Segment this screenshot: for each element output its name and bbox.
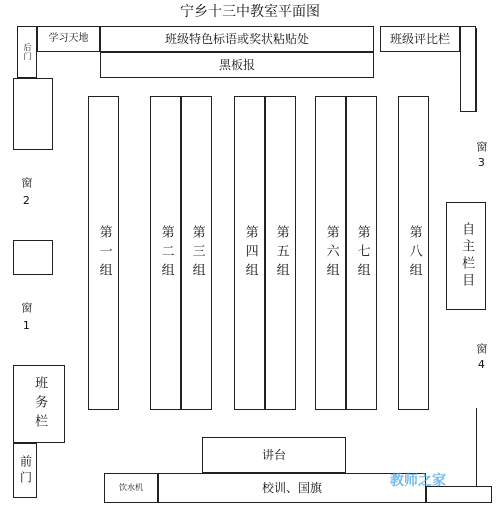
window-2 [13, 150, 39, 240]
group-6-label: 第六组 [323, 224, 339, 282]
class-rating-label: 班级评比栏 [389, 31, 450, 46]
self-management-label: 自主栏目 [459, 222, 475, 290]
window-2-frame [13, 78, 53, 150]
blackboard-news [100, 52, 374, 78]
group-8-label: 第八组 [406, 224, 422, 282]
watermark-text: 教师之家 [390, 473, 446, 489]
window-4-label: 窗4 [474, 343, 488, 375]
class-rating-board [380, 26, 460, 52]
group-3 [181, 96, 212, 410]
group-2-label: 第二组 [158, 224, 174, 282]
class-affairs-label: 班务栏 [32, 375, 48, 433]
podium [202, 437, 346, 473]
blackboard-news-label: 黑板报 [218, 57, 255, 72]
group-4-label: 第四组 [242, 224, 258, 282]
school-motto-board [158, 473, 426, 503]
group-7 [346, 96, 377, 410]
group-5 [265, 96, 296, 410]
class-affairs-board [13, 365, 65, 443]
group-4 [234, 96, 265, 410]
group-5-label: 第五组 [273, 224, 289, 282]
window-1-frame [13, 240, 53, 275]
school-motto-label: 校训、国旗 [261, 480, 322, 495]
back-door-label: 后门 [23, 43, 32, 61]
water-dispenser-label: 饮水机 [119, 483, 143, 492]
window-3 [470, 112, 492, 202]
back-door [17, 26, 37, 78]
window-1-label: 窗1 [19, 302, 33, 338]
class-slogan-label: 班级特色标语或奖状粘贴处 [164, 31, 309, 46]
window-1 [13, 275, 39, 365]
podium-label: 讲台 [261, 447, 286, 462]
group-3-label: 第三组 [189, 224, 205, 282]
window-2-label: 窗2 [19, 177, 33, 213]
study-corner [37, 26, 100, 52]
self-management-board [446, 202, 486, 310]
group-1-label: 第一组 [96, 224, 112, 282]
group-6 [315, 96, 346, 410]
class-slogan-board [100, 26, 374, 52]
group-7-label: 第七组 [354, 224, 370, 282]
front-door-label: 前门 [18, 454, 33, 487]
window-3-label: 窗3 [474, 141, 488, 173]
group-8 [398, 96, 429, 410]
group-1 [88, 96, 119, 410]
window-4 [470, 310, 492, 408]
water-dispenser [104, 473, 158, 503]
group-2 [150, 96, 181, 410]
right-wall-upper [460, 26, 476, 112]
plan-title: 宁乡十三中教室平面图 [180, 4, 320, 20]
front-door [13, 443, 37, 498]
study-corner-label: 学习天地 [48, 32, 89, 44]
